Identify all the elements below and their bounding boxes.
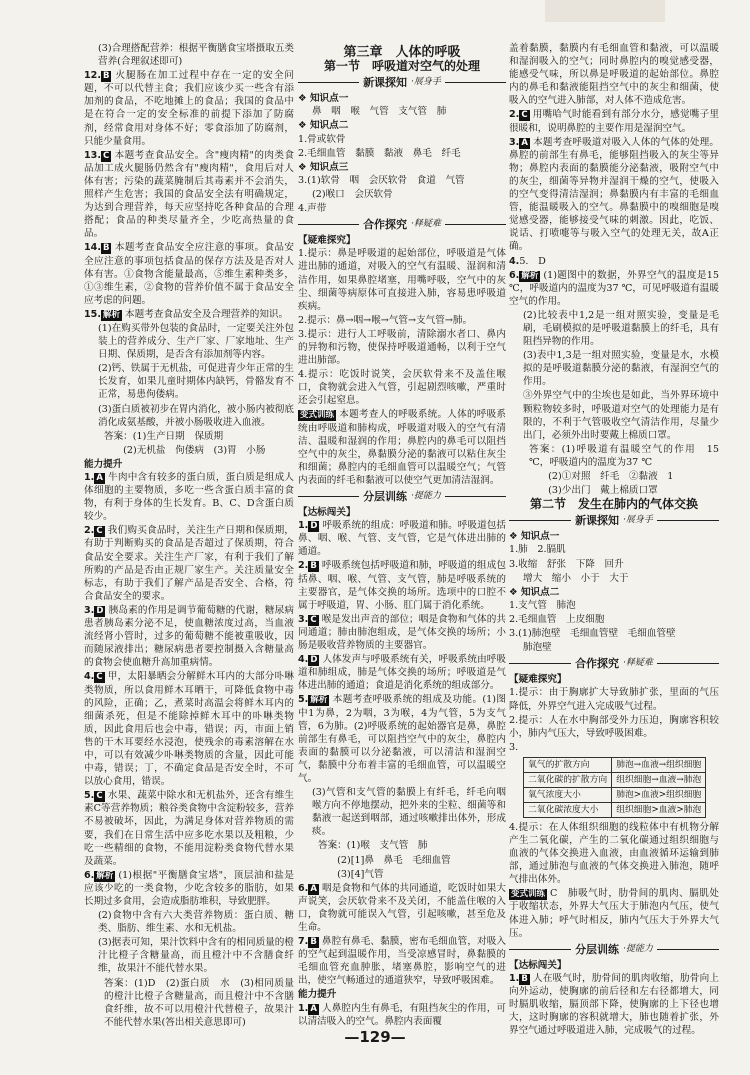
answer-key-badge: D — [96, 605, 104, 616]
answer-key-badge: B — [310, 561, 317, 572]
section-banner — [298, 76, 506, 89]
answer-text: C 肺吸气时，肋骨间的肌肉、膈肌处于收缩状态，外界大气压大于肺泡内气压，使气体进入肺；呼气时相反，肺内气压大于外界大气压。 — [509, 888, 719, 939]
answer-text: 咽是食物和气体的共同通道，吃饭时如果大声说笑，会厌软骨来不及关闭，不能盖住喉的入口，食物就可能误入气管，引起咳嗽，甚至危及生命。 — [298, 882, 506, 933]
section-label: ❖ 知识点二 — [298, 120, 349, 132]
question-number: 6. — [84, 869, 95, 881]
question-number: 4. — [84, 671, 95, 683]
text-line: 2.毛细血管 黏膜 黏液 鼻毛 纤毛 — [298, 147, 461, 159]
text-line: 2.提示：人在水中胸部受外力压迫，胸廓容积较小，肺内气压大，导致呼吸困难。 — [509, 714, 719, 739]
banner-rule — [657, 520, 719, 521]
answer-key-badge: B — [103, 71, 110, 82]
text-line: 盖着黏膜，黏膜内有毛细血管和黏液，可以温暖和湿润吸入的空气；同时鼻腔内的嗅觉感受器，能感受气味，所以鼻是呼吸道的起始部位。鼻腔内的鼻毛和黏液能阻挡空气中的灰尘和细菌，使吸入的空气进入肺部，对人体不造成危害。 — [509, 43, 719, 107]
section-label: 【达标闯关】 — [509, 959, 567, 971]
answer-text: 甲，太阳暴晒会分解鲜木耳内的大部分卟啉类物质，所以食用鲜木耳晒干，可降低食物中毒的风险，正确；乙，煮菜时高温会将鲜木耳内的细菌杀死，但是不能除掉鲜木耳中的卟啉类物质，因此食用后也会中毒，错误；丙，市面上销售的干木耳要经水浸泡，使残余的毒素溶解在水中，可以有效减少卟啉类物质的含量，因此可能中毒，错误；丁，不确定食品是否安全时，不可以放心食用，错误。 — [84, 671, 294, 788]
question-number: 6. — [298, 882, 309, 894]
answer-text: 本题考查人的呼吸系统。人体的呼吸系统由呼吸道和肺构成，呼吸道对吸入的空气有清洁、温暖和湿润的作用；鼻腔内的鼻毛可以阻挡空气中的灰尘，鼻黏膜分泌的黏液可以粘住灰尘和细菌；鼻腔内的毛细血管可以温暖空气；气管内表面的纤毛和黏液可以使空气更加清洁湿润。 — [298, 409, 506, 486]
column-left — [84, 42, 294, 1030]
answer-key-badge: B — [103, 243, 110, 254]
question-number: 3. — [509, 136, 520, 148]
section-label: 【达标闯关】 — [298, 507, 356, 519]
table-cell: 组织细胞>血液>肺泡 — [612, 802, 706, 817]
answer-text: (1)题图中的数据，外界空气的温度是15 ℃，呼吸道内的温度为37 ℃，可见呼吸道有温暖空气的作用。 — [509, 269, 719, 307]
answer-text: 本题考查食品安全。含"瘦肉精"的肉类食品加工成火腿肠仍然含有"瘦肉精"，食用后对人体有害；污染的蔬菜腌制后其毒素并不会消失，照样产生危害；我国的食品安全法有明确规定，为达到合理营养，每天应坚持吃各种食品的合理搭配；食品的种类尽量齐全，少吃高热量的食品。 — [84, 149, 294, 240]
text-line: (2)无机盐 佝偻病 (3)胃 小肠 — [104, 444, 266, 456]
answer-item — [84, 471, 294, 523]
answer-key-badge: C — [96, 526, 103, 537]
answer-key-badge: D — [310, 655, 318, 666]
text-line: 1.支气管 肺泡 — [509, 599, 576, 611]
answer-key-badge: A — [310, 1003, 317, 1014]
answer-text: 喉是发出声音的部位；咽是食物和气体的共同通道；肺由肺泡组成，是气体交换的场所；小肠是吸收营养物质的主要器官。 — [298, 613, 506, 652]
answer-item — [298, 882, 506, 934]
answer-item — [84, 308, 294, 321]
text-line: 答案：(1)生产日期 保质期 — [104, 430, 224, 442]
section-label: 能力提升 — [298, 989, 337, 1001]
answer-key-badge: C — [310, 614, 317, 625]
table-cell: 氧气浓度大小 — [524, 787, 612, 802]
question-number: 4. — [509, 255, 520, 267]
answer-item — [298, 653, 506, 692]
answer-text: 呼吸系统的组成：呼吸道和肺。呼吸道包括鼻、咽、喉、气管、支气管，它是气体进出肺的通道。 — [298, 520, 506, 558]
section-banner — [298, 490, 506, 503]
text-line: 答案：(1)呼吸道有温暖空气的作用 15 ℃，呼吸道内的温度为37 ℃ — [529, 443, 719, 468]
question-number: 13. — [84, 149, 101, 161]
answer-item — [298, 1002, 506, 1028]
question-number: 1. — [509, 972, 520, 984]
text-line: 2.提示：鼻→咽→喉→气管→支气管→肺。 — [298, 314, 473, 326]
text-line: 增大 缩小 小于 大于 — [523, 572, 629, 584]
answer-text: 我们购买食品时，关注生产日期和保质期，有助于判断购买的食品是否超过了保质期，符合食品安全要求。关注生产厂家，有利于我们了解所购的产品是否由正规厂家生产。关注质量安全标志，有助于我们了解产品是否安全、合格，符合食品安全的要求。 — [84, 525, 294, 602]
answer-text: 本题考查呼吸道对吸入人体的气体的处理。鼻腔的前部生有鼻毛，能够阻挡吸入的灰尘等异物；鼻腔内表面的黏膜能分泌黏液，吸附空气中的灰尘，细菌等异物并湿润干燥的空气，使吸入的空气变得清洁湿润；鼻黏膜内有丰富的毛细血管，能温暖吸入的空气。鼻黏膜中的嗅细胞是嗅觉感受器，能够接受气味的刺激。因此，吃饭、说话、打喷嚏等与吸入空气的处理无关，故A正确。 — [509, 136, 719, 253]
text-line: 3.(1)肺泡壁 毛细血管壁 毛细血管壁 — [509, 628, 676, 640]
answer-text: 人体发声与呼吸系统有关，呼吸系统由呼吸道和肺组成，肺是气体交换的场所；呼吸道是气体进出肺的通道；食道是消化系统的组成部分。 — [298, 654, 506, 692]
table-cell: 二氧化碳的扩散方向 — [524, 772, 612, 787]
answer-item — [509, 108, 719, 134]
question-number: 2. — [84, 525, 95, 537]
section-label: 能力提升 — [84, 458, 123, 470]
answer-item — [298, 693, 506, 785]
banner-rule — [298, 224, 359, 225]
table-cell: 肺泡→血液→组织细胞 — [612, 757, 706, 772]
banner-rule — [445, 224, 506, 225]
text-line: 1.提示：由于胸廓扩大导致肺扩张，里面的气压降低，外界空气进入完成吸气过程。 — [509, 687, 719, 712]
answer-item — [84, 69, 294, 148]
table-row — [524, 757, 706, 772]
answer-text: 水果、蔬菜中除水和无机盐外，还含有维生素C等营养物质；粮谷类食物中含淀粉较多，营养不易被破坏，因此，为满足身体对营养物质的需要，我们在日常生活中应多吃水果以及粗粮，少吃一些精细的食物，不能用淀粉类食物代替水果及蔬菜。 — [84, 790, 294, 867]
question-number: 5. — [84, 790, 95, 802]
answer-item — [509, 255, 719, 268]
section-label: ❖ 知识点二 — [509, 586, 560, 598]
text-line: (2)喉口 会厌软骨 — [312, 188, 393, 200]
text-line: 1.骨或软骨 — [298, 133, 346, 145]
section-label: ❖ 知识点一 — [509, 531, 560, 543]
text-line: (3)[4]气管 — [318, 868, 384, 880]
answer-item — [298, 559, 506, 611]
answer-text: 胰岛素的作用是调节葡萄糖的代谢，糖尿病患者胰岛素分泌不足，使血糖浓度过高，当血液流经肾小管时，过多的葡萄糖不能被重吸收，因而随尿液排出；糖尿病患者要控制摄入含糖量高的食物会使血糖升高加重病情。 — [84, 604, 294, 669]
text-line: (1)在购买带外包装的食品时，一定要关注外包装上的营养成分、生产厂家、厂家地址、生产日期、保质期，是否含有添加剂等内容。 — [98, 322, 294, 361]
chapter-title: 第三章 人体的呼吸 — [343, 45, 461, 60]
answer-item — [84, 524, 294, 603]
text-line: (3)据表可知，果汁饮料中含有的相同质量的橙汁比橙子含糖量高，而且橙汁中不含膳食纤维，故果汁不能代替水果。 — [98, 937, 294, 975]
answer-text: 人鼻腔内生有鼻毛，有阻挡灰尘的作用，可以清洁吸入的空气。鼻腔内表面覆 — [298, 1002, 506, 1027]
answer-item — [298, 519, 506, 558]
column-middle — [298, 42, 506, 1029]
section-banner — [509, 514, 719, 527]
answer-text: 人在吸气时，肋骨间的肌肉收缩，肋骨向上向外运动，使胸廓的前后径和左右径都增大，同时膈肌收缩，膈顶部下降，使胸廓的上下径也增大，这时胸廓的容积就增大，肺也随着扩张，外界空气通过呼吸道进入肺，完成吸气的过程。 — [509, 972, 719, 1037]
text-line: 3.(1)软骨 咽 会厌软骨 食道 气管 — [298, 174, 465, 186]
banner-subtitle: ·释疑难 — [623, 658, 653, 669]
text-line: 答案：(1)D (2)蛋白质 水 (3)相同质量的橙汁比橙子含糖量高，而且橙汁中不含膳食纤维，故不可以用橙汁代替橙子，故果汁不能代替水果(答出相关意思即可) — [104, 977, 294, 1028]
text-line: (3)气管和支气管的黏膜上有纤毛，纤毛向咽喉方向不停地摆动，把外来的尘粒、细菌等和黏液一起送到咽部，通过咳嗽排出体外，形成痰。 — [312, 787, 506, 838]
page-number: —129— — [344, 1028, 406, 1046]
text-line: 2.毛细血管 上皮细胞 — [509, 613, 605, 625]
answer-text: 5. D — [519, 255, 546, 267]
answer-item — [509, 887, 719, 939]
question-number: 1. — [298, 1002, 309, 1014]
banner-rule — [657, 949, 719, 950]
banner-subtitle: ·提能力 — [411, 491, 441, 501]
banner-rule — [298, 82, 359, 83]
question-number: 3. — [84, 604, 95, 616]
answer-item — [298, 408, 506, 487]
answer-key-badge: 变式训练 — [300, 410, 335, 421]
section-title: 第一节 呼吸道对空气的处理 — [323, 59, 480, 74]
answer-text: 火腿肠在加工过程中存在一定的安全问题，不可以代替主食；我们应该少买一些含有添加剂的食品，不吃地摊上的食品；我国的食品中是在符合一定的安全标准的前提下添加了防腐剂，经常食用对身体不好；零食添加了防腐剂，只能少量食用。 — [84, 70, 294, 147]
text-line: 鼻 咽 喉 气管 支气管 肺 — [312, 106, 447, 118]
question-number: 6. — [509, 269, 520, 281]
question-number: 7. — [298, 936, 309, 948]
answer-key-badge: A — [96, 473, 103, 483]
answer-key-badge: 解析 — [96, 870, 114, 881]
section-banner — [509, 657, 719, 670]
banner-subtitle: ·释疑难 — [411, 219, 441, 230]
question-number: 3. — [298, 613, 309, 625]
text-line: (3)少出门 戴上棉质口罩 — [529, 485, 658, 497]
text-line: (2)钙、铁属于无机盐，可促进青少年正常的生长发育，如果儿童时期体内缺钙，骨骼发育不正常，易患佝偻病。 — [98, 363, 294, 401]
section-title: 第二节 发生在肺内的气体交换 — [529, 497, 698, 512]
text-line: ③外界空气中的尘埃也是如此，当外界环境中颗粒物较多时，呼吸道对空气的处理能力是有限的，不利于气管吸收空气清洁作用，尽量少出门，必须外出时要戴上棉质口罩。 — [523, 390, 719, 441]
answer-text: 呼吸系统包括呼吸道和肺，呼吸道的组成包括鼻、咽、喉、气管、支气管，肺是呼吸系统的主要器官，是气体交换的场所。选项中的口腔不属于呼吸道，胃、小肠、肛门属于消化系统。 — [298, 560, 506, 611]
table-cell: 氧气的扩散方向 — [524, 757, 612, 772]
banner-title: 新课探知 — [575, 514, 620, 528]
answer-key-badge: C — [103, 150, 110, 161]
answer-text: 鼻腔有鼻毛、黏膜，密布毛细血管，对吸入的空气起到温暖作用，当受凉感冒时，鼻黏膜的毛细血管充血肿胀，堵塞鼻腔，影响空气的进出，使空气畅通过的通道狭窄，导致呼吸困难。 — [298, 936, 506, 987]
section-label: 【疑难探究】 — [298, 235, 356, 247]
text-line: (2)比较表中1,2是一组对照实验，变量是毛刷，毛刷模拟的是呼吸道黏膜上的纤毛，具有阻挡异物的作用。 — [523, 309, 719, 348]
answer-item — [509, 269, 719, 308]
answer-item — [84, 149, 294, 241]
text-line: 肺泡壁 — [523, 642, 552, 654]
question-number: 5. — [298, 694, 309, 706]
banner-rule — [445, 496, 506, 497]
table-row — [524, 787, 706, 802]
answer-text: (1)根据"平衡膳食宝塔"，顶层油和盐是应该少吃的一类食物，少吃含较多的脂肪，如果长期过多食用，会造成脂肪堆积，导致肥胖。 — [84, 869, 294, 907]
text-line: (3)表中1,3是一组对照实验，变量是水，水模拟的是呼吸道黏膜分泌的黏液，有湿润空气的作用。 — [523, 350, 719, 388]
answer-key-badge: C — [96, 672, 103, 683]
banner-title: 合作探究 — [575, 657, 620, 671]
text-line: 4.声带 — [298, 203, 327, 215]
section-label: ❖ 知识点三 — [298, 161, 349, 173]
banner-rule — [509, 663, 571, 664]
banner-rule — [509, 520, 571, 521]
text-line: (2)[1]鼻 鼻毛 毛细血管 — [318, 854, 451, 866]
answer-item — [84, 241, 294, 306]
banner-title: 分层训练 — [575, 942, 620, 956]
table-cell: 肺泡>血液>组织细胞 — [612, 787, 706, 802]
text-line: (2)食物中含有六大类营养物质：蛋白质、糖类、脂肪、维生素、水和无机盐。 — [98, 910, 294, 935]
answer-key-badge: A — [310, 883, 317, 894]
answer-key-badge: 解析 — [103, 309, 121, 320]
banner-title: 合作探究 — [363, 218, 408, 232]
table-row — [524, 772, 706, 787]
answer-key-badge: B — [521, 973, 528, 984]
answer-item — [84, 604, 294, 669]
text-line: 3. — [509, 741, 519, 753]
banner-title: 新课探知 — [363, 76, 408, 90]
answer-item — [298, 935, 506, 987]
table-cell: 二氧化碳浓度大小 — [524, 802, 612, 817]
scan-mark — [545, 0, 665, 22]
answer-text: 本题考查食品安全应注意的事项。食品安全应注意的事项包括食品的保存方法及是否对人体有害。①食物含能量最高，⑤维生素种类多，①③维生素，②食物的营养价值不属于食品安全应考虑的问题。 — [84, 242, 294, 306]
answer-key-badge: 变式训练 — [511, 889, 546, 900]
banner-subtitle: ·提能力 — [623, 943, 653, 954]
answer-key-badge: C — [96, 791, 103, 802]
column-right — [509, 42, 719, 1038]
banner-rule — [657, 663, 719, 664]
question-number: 1. — [84, 472, 95, 483]
section-label: ❖ 知识点一 — [298, 93, 349, 105]
question-number: 4. — [298, 654, 309, 666]
answer-item — [298, 613, 506, 652]
text-line: (3)合理搭配营养：根据平衡膳食宝塔摄取五类营养(合理叙述即可) — [98, 43, 294, 68]
section-label: 【疑难探究】 — [509, 674, 567, 686]
banner-subtitle: ·展身手 — [623, 515, 653, 526]
banner-subtitle: ·展身手 — [411, 77, 441, 88]
answer-key-badge: D — [310, 521, 318, 532]
answer-text: 牛肉中含有较多的蛋白质，蛋白质是组成人体细胞的主要物质，多吃一些含蛋白质丰富的食物，有利于身体的生长发育。B、C、D含蛋白质较少。 — [84, 472, 294, 523]
text-line: 4.提示：吃饭时说笑，会厌软骨来不及盖住喉口，食物就会进入气管，引起剧烈咳嗽，严重时还会引起窒息。 — [298, 369, 506, 407]
question-number: 1. — [298, 520, 309, 532]
text-line: (3)蛋白质被初步在胃内消化，被小肠内被彻底消化成氨基酸，并被小肠吸收进入血液。 — [98, 403, 294, 428]
section-banner — [298, 218, 506, 231]
answer-key-badge: B — [310, 937, 317, 948]
answer-key-badge: A — [521, 137, 528, 148]
question-number: 2. — [298, 560, 309, 572]
text-line: (2)①对照 纤毛 ②黏液 1 — [529, 471, 674, 482]
text-line: 3.提示：进行人工呼吸前，清除溺水者口、鼻内的异物和污物，使保持呼吸道通畅，以利于空气进出肺部。 — [298, 328, 506, 367]
answer-text: 用嘴哈气时能看到有部分水分，感觉嘴子里很暖和，说明鼻腔的主要作用是湿润空气。 — [509, 109, 719, 134]
answer-item — [84, 789, 294, 868]
table-cell: 组织细胞→血液→肺泡 — [612, 772, 706, 787]
answer-item — [84, 869, 294, 908]
table-row — [524, 802, 706, 817]
text-line: 3.收缩 舒张 下降 回升 — [509, 558, 624, 570]
question-number: 2. — [509, 109, 520, 121]
answer-key-badge: C — [521, 110, 528, 121]
banner-title: 分层训练 — [363, 490, 408, 503]
question-number: 12. — [84, 70, 101, 82]
answer-text: 本题考查呼吸系统的组成及功能。(1)图中1为鼻，2为咽，3为喉，4为气管，5为支气管，6为肺。(2)呼吸系统的起始器官是鼻，鼻腔前部生有鼻毛，可以阻挡空气中的灰尘，鼻腔内表面的黏膜可以分泌黏液，可以清洁和湿润空气，黏膜中分布着丰富的毛细血管，可以温暖空气。 — [298, 694, 506, 784]
text-line: 4.提示：在人体组织细胞的线粒体中有机物分解产生二氧化碳，产生的二氧化碳通过组织细胞与血液的气体交换进入血液，由血液循环运输到肺部，通过肺泡与血液的气体交换进入肺泡，随呼气排出体外。 — [509, 821, 719, 886]
question-number: 15. — [84, 308, 101, 320]
answer-item — [509, 136, 719, 254]
text-line: 1.提示：鼻是呼吸道的起始部位，呼吸道是气体进出肺的通道，对吸入的空气有温暖、湿润和清洁作用，如果鼻腔堵塞，用嘴呼吸，空气中的灰尘、细菌等病原体可直接进入肺，容易患呼吸道疾病。 — [298, 248, 506, 312]
gas-exchange-table — [523, 757, 706, 818]
answer-key-badge: 解析 — [521, 270, 539, 281]
text-line: 答案：(1)喉 支气管 肺 — [318, 840, 428, 852]
answer-item — [84, 670, 294, 788]
answer-key-badge: 解析 — [310, 695, 328, 706]
gas-exchange-table-wrap — [509, 741, 719, 818]
banner-rule — [445, 82, 506, 83]
answer-text: 本题考查食品安全及合理营养的知识。 — [125, 308, 289, 320]
section-banner — [509, 943, 719, 956]
banner-rule — [509, 949, 571, 950]
text-line: 1.肺 2.膈肌 — [509, 544, 566, 556]
question-number: 14. — [84, 242, 101, 254]
banner-rule — [298, 496, 359, 497]
